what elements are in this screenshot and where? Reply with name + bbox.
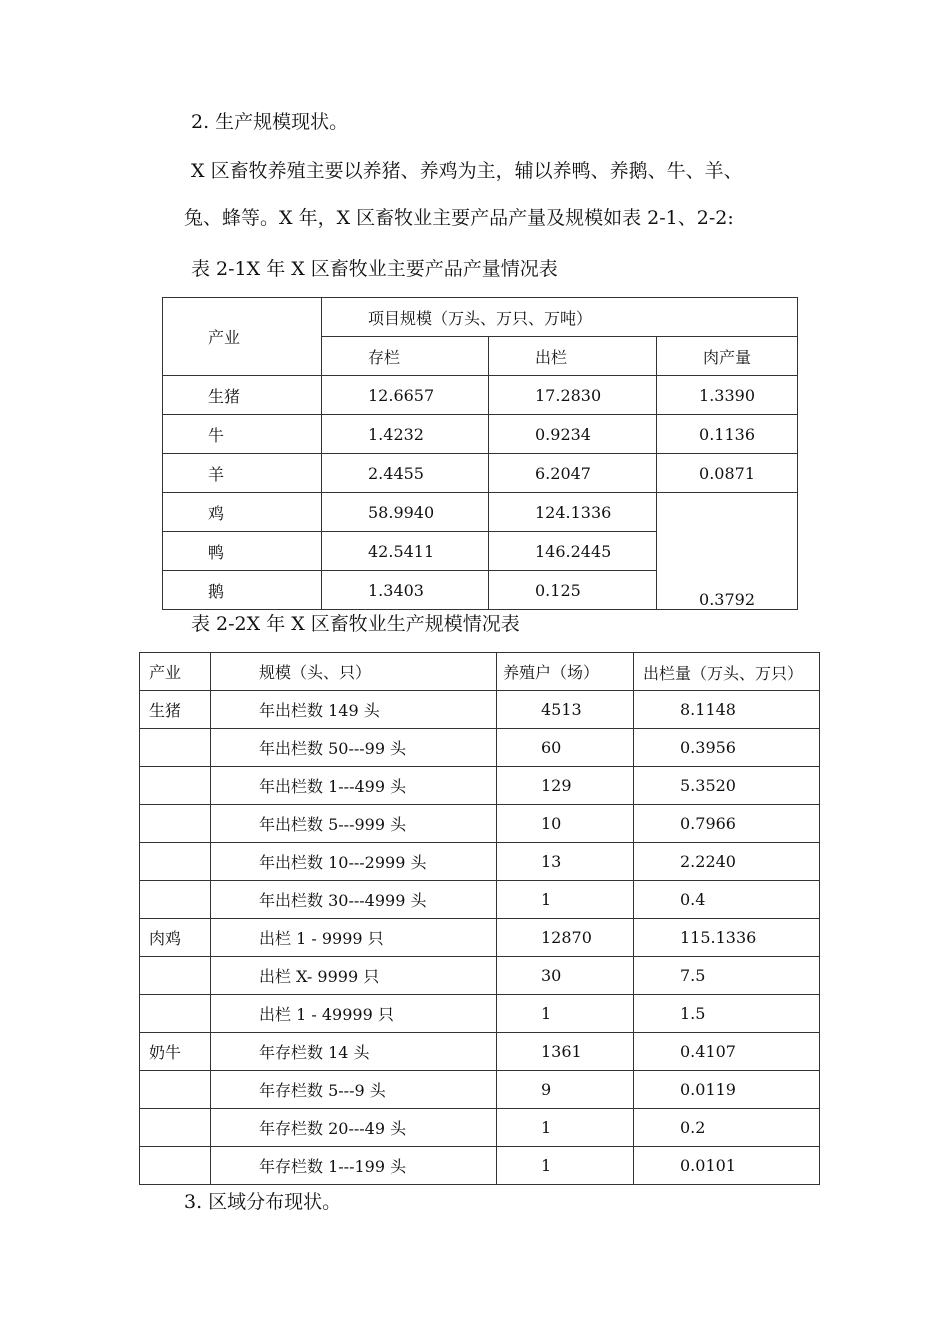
- stock-cell: 12.6657: [322, 376, 489, 415]
- output-cell: 0.2: [634, 1109, 820, 1147]
- output-cell: 0.4107: [634, 1033, 820, 1071]
- header-scale-group: 项目规模（万头、万只、万吨）: [322, 298, 798, 337]
- industry-cell: [140, 1109, 211, 1147]
- table-2-caption: 表 2-2X 年 X 区畜牧业生产规模情况表: [191, 613, 520, 635]
- production-output-table: [162, 297, 798, 610]
- farms-cell: 129: [497, 767, 634, 805]
- output-cell: 0.0119: [634, 1071, 820, 1109]
- industry-cell: 牛: [163, 415, 322, 454]
- table-row: [140, 1109, 820, 1147]
- scale-cell: 年存栏数 20---49 头: [211, 1109, 497, 1147]
- out-cell: 0.125: [489, 571, 657, 610]
- output-cell: 1.5: [634, 995, 820, 1033]
- table-row: [163, 454, 798, 493]
- out-cell: 17.2830: [489, 376, 657, 415]
- header-industry: 产业: [163, 298, 322, 376]
- header-stock: 存栏: [322, 337, 489, 376]
- poultry-meat-cell: 0.3792: [657, 493, 798, 610]
- industry-cell: 羊: [163, 454, 322, 493]
- table-row: [140, 691, 820, 729]
- industry-cell: 生猪: [163, 376, 322, 415]
- header-scale: 规模（头、只）: [211, 653, 497, 691]
- stock-cell: 1.3403: [322, 571, 489, 610]
- industry-cell: [140, 843, 211, 881]
- industry-cell: 肉鸡: [140, 919, 211, 957]
- scale-cell: 年出栏数 50---99 头: [211, 729, 497, 767]
- farms-cell: 10: [497, 805, 634, 843]
- header-industry: 产业: [140, 653, 211, 691]
- table-header-row: [140, 653, 820, 691]
- farms-cell: 60: [497, 729, 634, 767]
- table-row: [140, 1147, 820, 1185]
- out-cell: 6.2047: [489, 454, 657, 493]
- scale-cell: 出栏 X- 9999 只: [211, 957, 497, 995]
- section-3-heading: 3. 区域分布现状。: [184, 1191, 342, 1213]
- farms-cell: 1: [497, 881, 634, 919]
- output-cell: 8.1148: [634, 691, 820, 729]
- scale-cell: 年出栏数 5---999 头: [211, 805, 497, 843]
- table-1-caption: 表 2-1X 年 X 区畜牧业主要产品产量情况表: [191, 258, 558, 280]
- farms-cell: 1361: [497, 1033, 634, 1071]
- stock-cell: 1.4232: [322, 415, 489, 454]
- scale-cell: 年出栏数 30---4999 头: [211, 881, 497, 919]
- meat-cell: 0.0871: [657, 454, 798, 493]
- output-cell: 7.5: [634, 957, 820, 995]
- output-cell: 0.4: [634, 881, 820, 919]
- industry-cell: [140, 767, 211, 805]
- farms-cell: 13: [497, 843, 634, 881]
- table-row: [140, 1071, 820, 1109]
- table-row: [140, 995, 820, 1033]
- production-scale-table: [139, 652, 820, 1185]
- table-row: [163, 376, 798, 415]
- farms-cell: 12870: [497, 919, 634, 957]
- table-row: [140, 1033, 820, 1071]
- industry-cell: 生猪: [140, 691, 211, 729]
- output-cell: 0.0101: [634, 1147, 820, 1185]
- industry-cell: [140, 995, 211, 1033]
- scale-cell: 年存栏数 14 头: [211, 1033, 497, 1071]
- scale-cell: 年出栏数 10---2999 头: [211, 843, 497, 881]
- output-cell: 2.2240: [634, 843, 820, 881]
- stock-cell: 42.5411: [322, 532, 489, 571]
- industry-cell: 鹅: [163, 571, 322, 610]
- farms-cell: 1: [497, 1109, 634, 1147]
- table-row: [140, 729, 820, 767]
- industry-cell: [140, 1071, 211, 1109]
- farms-cell: 9: [497, 1071, 634, 1109]
- scale-cell: 年出栏数 149 头: [211, 691, 497, 729]
- table-header-row: [163, 298, 798, 337]
- table-row: [140, 805, 820, 843]
- scale-cell: 年存栏数 1---199 头: [211, 1147, 497, 1185]
- scale-cell: 出栏 1 - 49999 只: [211, 995, 497, 1033]
- industry-cell: 鸭: [163, 532, 322, 571]
- out-cell: 124.1336: [489, 493, 657, 532]
- table-row: [140, 919, 820, 957]
- out-cell: 0.9234: [489, 415, 657, 454]
- scale-cell: 出栏 1 - 9999 只: [211, 919, 497, 957]
- output-cell: 0.7966: [634, 805, 820, 843]
- scale-cell: 年出栏数 1---499 头: [211, 767, 497, 805]
- meat-cell: 0.1136: [657, 415, 798, 454]
- scale-cell: 年存栏数 5---9 头: [211, 1071, 497, 1109]
- industry-cell: [140, 881, 211, 919]
- industry-cell: [140, 957, 211, 995]
- section-2-heading: 2. 生产规模现状。: [191, 111, 349, 133]
- table-row: [140, 843, 820, 881]
- out-cell: 146.2445: [489, 532, 657, 571]
- farms-cell: 1: [497, 995, 634, 1033]
- table-row: [140, 881, 820, 919]
- table-row: [163, 415, 798, 454]
- intro-paragraph-line-2: 兔、蜂等。X 年，X 区畜牧业主要产品产量及规模如表 2-1、2-2:: [184, 207, 734, 229]
- output-cell: 115.1336: [634, 919, 820, 957]
- output-cell: 0.3956: [634, 729, 820, 767]
- output-cell: 5.3520: [634, 767, 820, 805]
- industry-cell: [140, 805, 211, 843]
- industry-cell: [140, 1147, 211, 1185]
- table-row: [140, 957, 820, 995]
- farms-cell: 4513: [497, 691, 634, 729]
- farms-cell: 1: [497, 1147, 634, 1185]
- industry-cell: [140, 729, 211, 767]
- header-out: 出栏: [489, 337, 657, 376]
- table-row: [163, 493, 798, 532]
- industry-cell: 鸡: [163, 493, 322, 532]
- header-meat: 肉产量: [657, 337, 798, 376]
- stock-cell: 58.9940: [322, 493, 489, 532]
- header-farms: 养殖户（场）: [497, 653, 634, 691]
- industry-cell: 奶牛: [140, 1033, 211, 1071]
- stock-cell: 2.4455: [322, 454, 489, 493]
- intro-paragraph-line-1: X 区畜牧养殖主要以养猪、养鸡为主，辅以养鸭、养鹅、牛、羊、: [191, 160, 743, 182]
- table-row: [140, 767, 820, 805]
- header-output: 出栏量（万头、万只）: [634, 653, 820, 691]
- farms-cell: 30: [497, 957, 634, 995]
- meat-cell: 1.3390: [657, 376, 798, 415]
